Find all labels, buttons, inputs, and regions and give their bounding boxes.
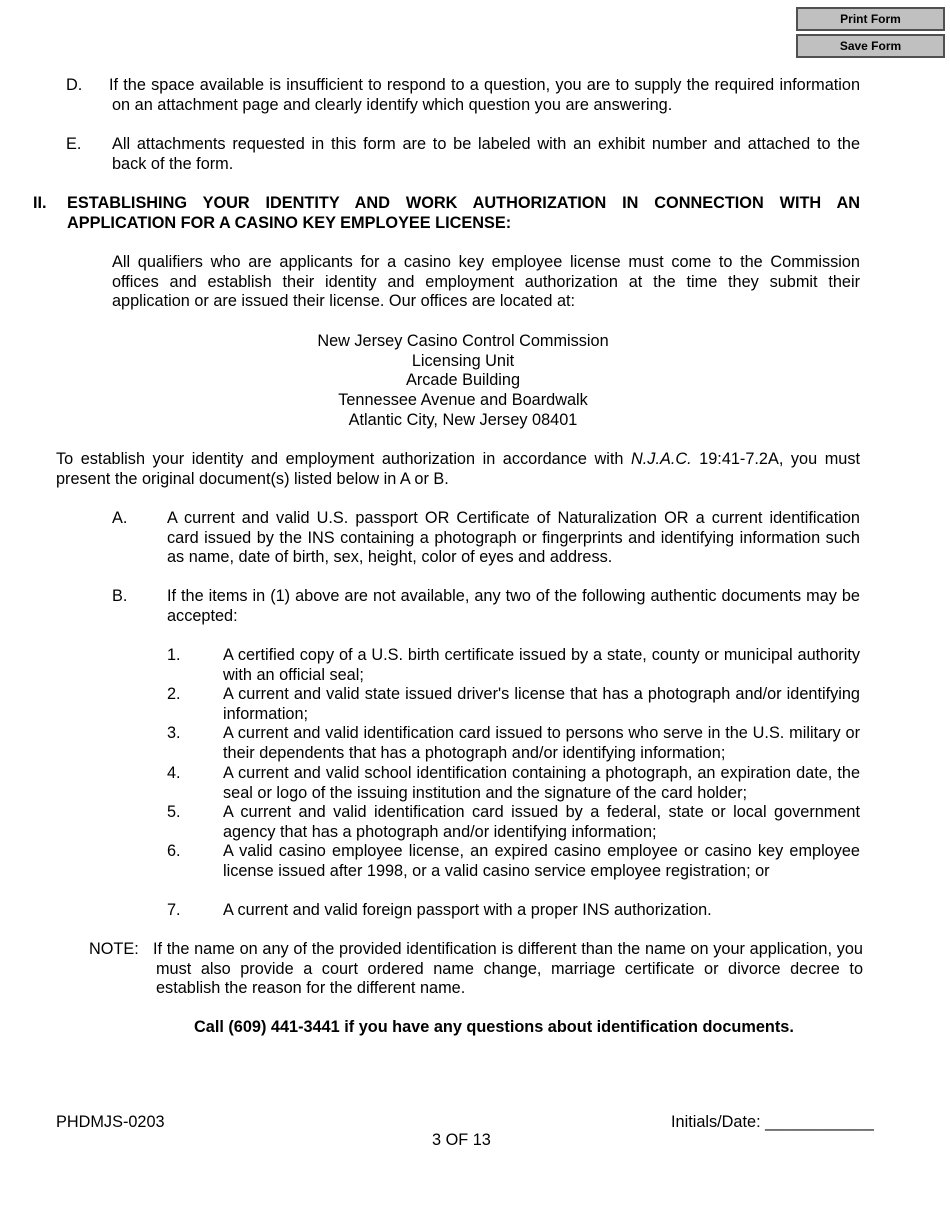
initials-date-field: Initials/Date: ____________ — [671, 1113, 874, 1131]
section-heading: ESTABLISHING YOUR IDENTITY AND WORK AUTHORIZATION IN CONNECTION WITH AN APPLICATION FOR A CASINO KEY EMPLOYEE LICENSE: — [67, 194, 860, 232]
establish-paragraph — [56, 450, 860, 489]
doc-num: 2. — [167, 685, 181, 703]
doc-num: 3. — [167, 724, 181, 742]
doc-item: A current and valid identification card issued by a federal, state or local government agency that has a photograph and/or identifying information; — [223, 803, 860, 841]
establish-pre: To establish your identity and employment authorization in accordance with — [56, 450, 632, 468]
address-line: Tennessee Avenue and Boardwalk — [338, 391, 588, 410]
item-e-text: All attachments requested in this form are to be labeled with an exhibit number and attached to the back of the form. — [112, 135, 860, 173]
item-e-label: E. — [66, 135, 82, 153]
doc-num: 1. — [167, 646, 181, 664]
address-line: New Jersey Casino Control Commission — [317, 332, 609, 350]
doc-item: A current and valid identification card issued to persons who serve in the U.S. military or their dependents that has a photograph and/or identifying information; — [223, 724, 860, 762]
intro-paragraph: All qualifiers who are applicants for a casino key employee license must come to the Commission offices and establish their identity and employment authorization at the time they submit their application or are issued their license. Our offices are located at: — [112, 253, 860, 311]
form-code: PHDMJS-0203 — [56, 1113, 165, 1131]
option-b-text: If the items in (1) above are not available, any two of the following authentic documents may be accepted: — [167, 587, 860, 625]
doc-num: 7. — [167, 901, 181, 919]
doc-item: A certified copy of a U.S. birth certificate issued by a state, county or municipal authority with an official seal; — [223, 646, 860, 684]
address-line: Licensing Unit — [411, 351, 515, 370]
item-d-body: If the space available is insufficient to respond to a question, you are to supply the required information on an attachment page and clearly identify which question you are answering. — [109, 76, 860, 114]
office-address — [263, 332, 663, 431]
address-line: Atlantic City, New Jersey 08401 — [348, 410, 578, 429]
doc-item: A valid casino employee license, an expired casino employee or casino key employee license issued after 1998, or a valid casino service employee registration; or — [223, 842, 860, 880]
item-d-text — [109, 76, 860, 115]
note-text: If the name on any of the provided identification is different than the name on your application, you must also provide a court ordered name change, marriage certificate or divorce decree to establish the reason for the different name. — [153, 940, 863, 998]
regulation-citation: N.J.A.C. — [631, 450, 692, 468]
doc-item: A current and valid school identification containing a photograph, an expiration date, the seal or logo of the issuing institution and the signature of the card holder; — [223, 764, 860, 802]
option-a-label: A. — [112, 509, 128, 527]
doc-item: A current and valid foreign passport with a proper INS authorization. — [223, 901, 712, 919]
save-form-button[interactable]: Save Form — [796, 34, 945, 58]
contact-phone-line: Call (609) 441-3441 if you have any questions about identification documents. — [194, 1018, 794, 1036]
doc-item: A current and valid state issued driver's license that has a photograph and/or identifying information; — [223, 685, 860, 723]
address-line: Arcade Building — [405, 371, 521, 390]
page-number: 3 OF 13 — [432, 1131, 491, 1149]
option-b-label: B. — [112, 587, 128, 605]
establish-post: 19:41-7.2A, you must present the original document(s) listed below in A or B. — [56, 450, 860, 488]
item-d-label: D. — [66, 76, 83, 94]
section-number: II. — [33, 194, 47, 212]
print-form-button[interactable]: Print Form — [796, 7, 945, 31]
doc-num: 5. — [167, 803, 181, 821]
doc-num: 6. — [167, 842, 181, 860]
note-label: NOTE: — [89, 940, 139, 958]
doc-num: 4. — [167, 764, 181, 782]
option-a-text: A current and valid U.S. passport OR Certificate of Naturalization OR a current identification card issued by the INS containing a photograph or fingerprints and identifying information such as name, date of birth, sex, height, color of eyes and address. — [167, 509, 860, 567]
